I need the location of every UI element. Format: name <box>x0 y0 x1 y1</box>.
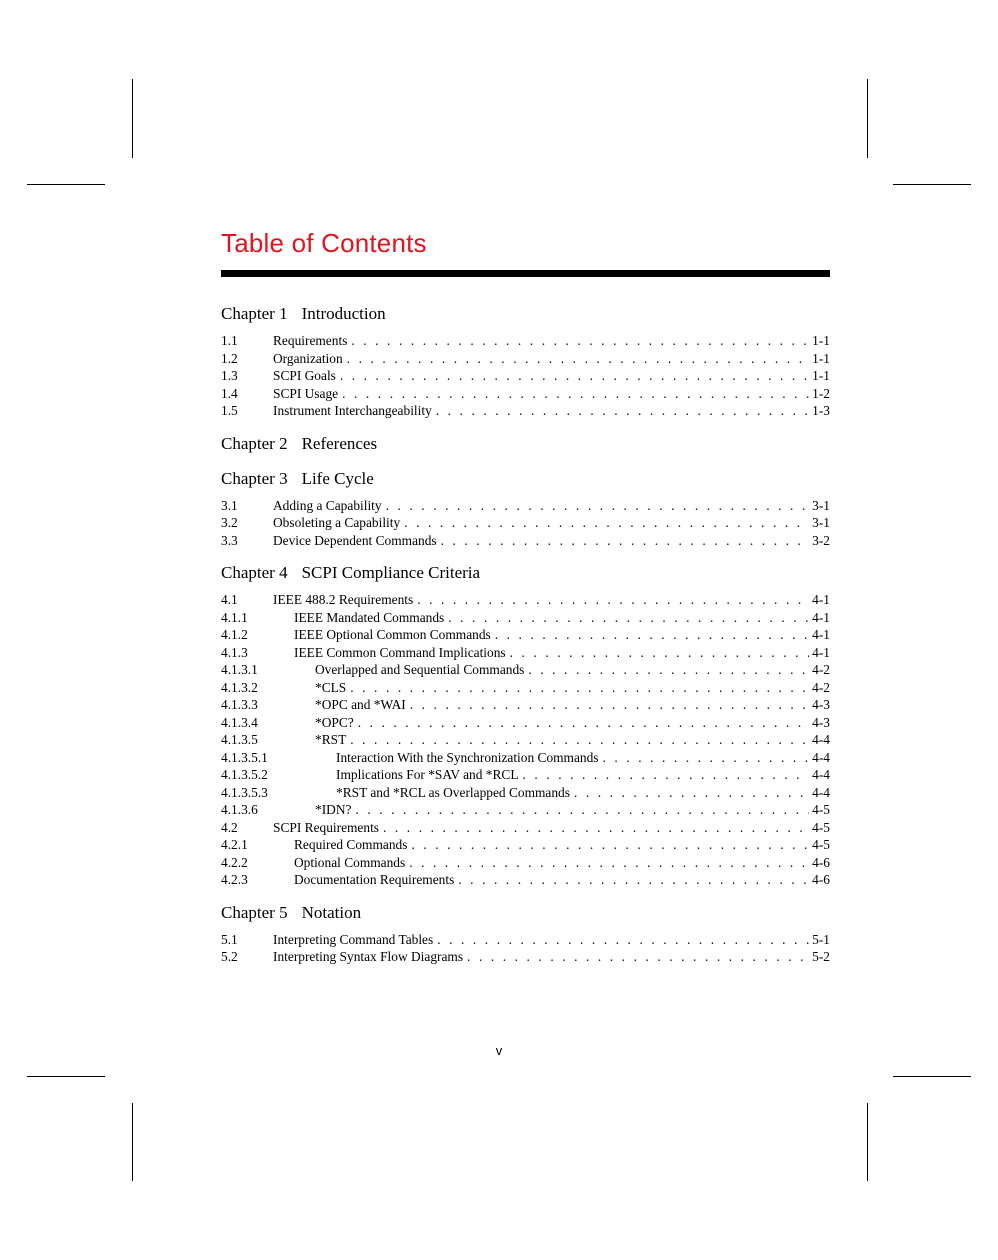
title-rule <box>221 270 830 277</box>
dot-leader <box>409 854 809 872</box>
toc-entry[interactable] <box>221 801 830 819</box>
toc-entry[interactable] <box>221 714 830 732</box>
page-ref: 4-1 <box>812 609 830 625</box>
section-title: Implications For *SAV and *RCL <box>336 767 519 782</box>
chapter-name: Notation <box>301 902 362 922</box>
toc-entry[interactable] <box>221 591 830 609</box>
page-ref: 4-6 <box>812 854 830 870</box>
page-ref: 4-5 <box>812 837 830 852</box>
section-title: Adding a Capability <box>273 497 382 513</box>
section-number: 4.1.3.5.2 <box>221 767 268 782</box>
page-ref: 4-1 <box>812 627 830 642</box>
entry-body <box>273 931 830 949</box>
section-title: Interpreting Command Tables <box>273 931 434 947</box>
entry-body <box>315 679 830 697</box>
toc-entry[interactable] <box>221 532 830 550</box>
section-title: *OPC and *WAI <box>315 697 406 712</box>
page-ref: 4-5 <box>812 802 830 817</box>
section-number: 5.1 <box>221 931 238 947</box>
page-ref: 3-2 <box>812 532 830 548</box>
section-number: 3.1 <box>221 497 238 513</box>
section-number: 4.2.3 <box>221 872 248 887</box>
toc-entry[interactable] <box>221 332 830 350</box>
section-number: 1.5 <box>221 403 238 418</box>
crop-mark-bottom-left-vertical <box>132 1103 133 1181</box>
page-title: Table of Contents <box>221 228 427 258</box>
toc-entry[interactable] <box>221 626 830 644</box>
section-number: 4.1.3.1 <box>221 662 258 677</box>
section-number: 4.2 <box>221 819 238 835</box>
dot-leader <box>342 385 809 403</box>
toc-entry[interactable] <box>221 854 830 872</box>
section-title: Documentation Requirements <box>294 872 455 887</box>
toc-list <box>221 303 830 966</box>
section-title: Required Commands <box>294 837 408 852</box>
dot-leader <box>340 367 809 385</box>
section-number: 4.1.3.6 <box>221 802 258 817</box>
dot-leader <box>437 931 809 949</box>
page-ref: 4-6 <box>812 872 830 887</box>
entry-body <box>273 948 830 966</box>
entry-body <box>336 749 830 767</box>
section-title: Optional Commands <box>294 854 406 870</box>
section-title: Obsoleting a Capability <box>273 515 401 530</box>
section-title: *IDN? <box>315 802 352 817</box>
dot-leader <box>410 696 809 714</box>
page-ref: 1-1 <box>812 368 830 383</box>
section-number: 4.1 <box>221 592 238 607</box>
toc-entry[interactable] <box>221 731 830 749</box>
crop-mark-top-right-horizontal <box>893 184 971 185</box>
crop-mark-bottom-right-horizontal <box>893 1076 971 1077</box>
section-title: *OPC? <box>315 714 354 730</box>
page-ref: 4-1 <box>812 592 830 607</box>
dot-leader <box>383 819 809 837</box>
entry-body <box>294 836 830 854</box>
entry-body <box>273 332 830 350</box>
toc-entry[interactable] <box>221 871 830 889</box>
page-ref: 3-1 <box>812 515 830 530</box>
section-number: 4.1.3.5.1 <box>221 749 268 765</box>
crop-mark-bottom-right-vertical <box>867 1103 868 1181</box>
dot-leader <box>441 532 810 550</box>
section-number: 5.2 <box>221 949 238 964</box>
toc-entry[interactable] <box>221 696 830 714</box>
dot-leader <box>495 626 809 644</box>
section-title: Device Dependent Commands <box>273 532 437 548</box>
chapter-name: SCPI Compliance Criteria <box>301 563 481 582</box>
chapter-name: References <box>301 433 378 453</box>
section-number: 1.4 <box>221 385 238 401</box>
section-title: SCPI Usage <box>273 385 339 401</box>
section-number: 4.1.3.2 <box>221 679 258 695</box>
dot-leader <box>358 714 809 732</box>
page-ref: 4-2 <box>812 662 830 677</box>
section-number: 4.2.1 <box>221 837 248 852</box>
crop-mark-top-right-vertical <box>867 79 868 158</box>
section-number: 1.3 <box>221 368 238 383</box>
section-number: 4.1.2 <box>221 627 248 642</box>
page-ref: 4-4 <box>812 767 830 782</box>
section-number: 3.2 <box>221 515 238 530</box>
entry-body <box>315 696 830 714</box>
toc-entry[interactable] <box>221 836 830 854</box>
section-title: Instrument Interchangeability <box>273 403 432 418</box>
section-number: 1.1 <box>221 333 238 348</box>
page-ref: 4-3 <box>812 697 830 712</box>
page-ref: 4-4 <box>812 784 830 800</box>
toc-entry[interactable] <box>221 749 830 767</box>
entry-body <box>294 644 830 662</box>
crop-mark-bottom-left-horizontal <box>27 1076 105 1077</box>
section-title: Requirements <box>273 333 348 348</box>
entry-body <box>315 714 830 732</box>
page-ref: 3-1 <box>812 497 830 513</box>
section-title: *CLS <box>315 679 347 695</box>
toc-entry[interactable] <box>221 385 830 403</box>
entry-body <box>294 609 830 627</box>
section-number: 4.1.3.5 <box>221 732 258 747</box>
section-number: 4.1.3 <box>221 644 248 660</box>
entry-body <box>336 766 830 784</box>
section-number: 1.2 <box>221 350 238 366</box>
toc-entry[interactable] <box>221 497 830 515</box>
crop-mark-top-left-horizontal <box>27 184 105 185</box>
dot-leader <box>347 350 809 368</box>
section-number: 4.1.1 <box>221 609 248 625</box>
dot-leader <box>523 766 810 784</box>
dot-leader <box>448 609 809 627</box>
toc-entry[interactable] <box>221 367 830 385</box>
toc-entry[interactable] <box>221 350 830 368</box>
dot-leader <box>351 332 809 350</box>
page-ref: 1-1 <box>812 350 830 366</box>
entry-body <box>273 514 830 532</box>
entry-body <box>273 350 830 368</box>
dot-leader <box>386 497 810 515</box>
toc-entry[interactable] <box>221 819 830 837</box>
dot-leader <box>417 591 809 609</box>
toc-entry[interactable] <box>221 609 830 627</box>
page-number: v <box>495 1043 503 1058</box>
section-title: Overlapped and Sequential Commands <box>315 662 525 677</box>
dot-leader <box>574 784 809 802</box>
page-ref: 1-1 <box>812 333 830 348</box>
page-ref: 4-4 <box>812 749 830 765</box>
section-title: Interaction With the Synchronization Commands <box>336 749 599 765</box>
dot-leader <box>411 836 809 854</box>
entry-body <box>273 819 830 837</box>
section-number: 4.1.3.5.3 <box>221 784 268 800</box>
chapter-label: Chapter 3 <box>221 468 288 488</box>
toc-entry[interactable] <box>221 948 830 966</box>
toc-entry[interactable] <box>221 766 830 784</box>
section-title: Interpreting Syntax Flow Diagrams <box>273 949 464 964</box>
page-ref: 5-2 <box>812 949 830 964</box>
toc-entry[interactable] <box>221 679 830 697</box>
entry-body <box>294 854 830 872</box>
chapter-name: Life Cycle <box>301 468 374 488</box>
section-title: IEEE Common Command Implications <box>294 644 506 660</box>
entry-body <box>273 402 830 420</box>
page-ref: 4-5 <box>812 819 830 835</box>
section-number: 3.3 <box>221 532 238 548</box>
crop-mark-top-left-vertical <box>132 79 133 158</box>
section-title: IEEE 488.2 Requirements <box>273 592 414 607</box>
chapter-heading <box>221 902 830 924</box>
entry-body <box>336 784 830 802</box>
chapter-heading <box>221 562 830 584</box>
section-number: 4.1.3.3 <box>221 697 258 712</box>
chapter-heading <box>221 433 830 455</box>
section-title: SCPI Requirements <box>273 819 380 835</box>
dot-leader <box>458 871 809 889</box>
chapter-label: Chapter 5 <box>221 902 288 922</box>
section-title: *RST <box>315 732 347 747</box>
dot-leader <box>436 402 809 420</box>
dot-leader <box>603 749 810 767</box>
entry-body <box>315 801 830 819</box>
toc-entry[interactable] <box>221 661 830 679</box>
toc-entry[interactable] <box>221 931 830 949</box>
entry-body <box>294 626 830 644</box>
section-title: Organization <box>273 350 343 366</box>
entry-body <box>273 497 830 515</box>
page-ref: 4-3 <box>812 714 830 730</box>
entry-body <box>315 731 830 749</box>
chapter-label: Chapter 2 <box>221 433 288 453</box>
page-ref: 4-4 <box>812 732 830 747</box>
entry-body <box>273 591 830 609</box>
page-ref: 5-1 <box>812 931 830 947</box>
section-title: IEEE Mandated Commands <box>294 609 445 625</box>
dot-leader <box>350 679 809 697</box>
section-title: SCPI Goals <box>273 368 336 383</box>
toc-entry[interactable] <box>221 644 830 662</box>
entry-body <box>273 367 830 385</box>
dot-leader <box>350 731 809 749</box>
dot-leader <box>355 801 809 819</box>
entry-body <box>315 661 830 679</box>
dot-leader <box>510 644 810 662</box>
dot-leader <box>467 948 809 966</box>
page-ref: 1-3 <box>812 403 830 418</box>
entry-body <box>294 871 830 889</box>
chapter-heading <box>221 468 830 490</box>
entry-body <box>273 385 830 403</box>
dot-leader <box>528 661 809 679</box>
chapter-label: Chapter 1 <box>221 304 288 323</box>
dot-leader <box>404 514 809 532</box>
toc-entry[interactable] <box>221 514 830 532</box>
chapter-label: Chapter 4 <box>221 563 288 582</box>
toc-entry[interactable] <box>221 784 830 802</box>
section-number: 4.1.3.4 <box>221 714 258 730</box>
chapter-heading <box>221 303 830 325</box>
page-ref: 4-1 <box>812 644 830 660</box>
page-ref: 1-2 <box>812 385 830 401</box>
toc-entry[interactable] <box>221 402 830 420</box>
section-title: IEEE Optional Common Commands <box>294 627 491 642</box>
section-title: *RST and *RCL as Overlapped Commands <box>336 784 570 800</box>
chapter-name: Introduction <box>301 304 386 323</box>
page-ref: 4-2 <box>812 679 830 695</box>
section-number: 4.2.2 <box>221 854 248 870</box>
entry-body <box>273 532 830 550</box>
